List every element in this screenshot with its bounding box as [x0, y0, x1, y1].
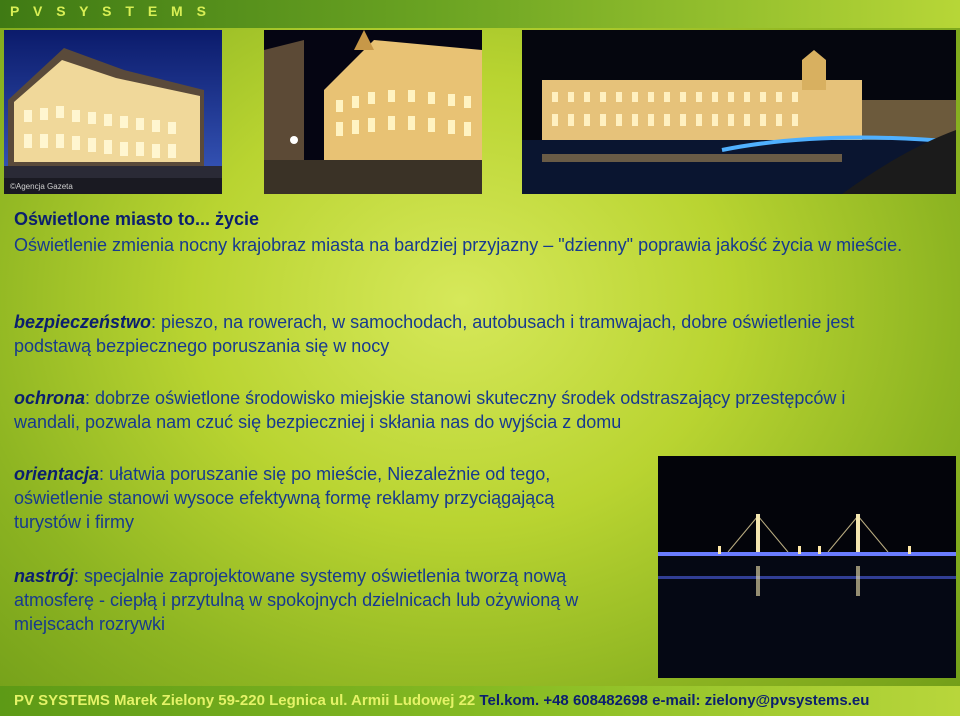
list-item — [14, 310, 914, 358]
night-street-photo — [264, 30, 482, 194]
footer-address: PV SYSTEMS Marek Zielony 59-220 Legnica ul. Armii Ludowej 22 — [14, 692, 480, 709]
item-keyword: ochrona — [14, 388, 86, 408]
header-bar — [0, 0, 960, 28]
footer-info — [14, 692, 869, 709]
night-building-photo — [4, 30, 222, 194]
intro-paragraph: Oświetlenie zmienia nocny krajobraz miasta na bardziej przyjazny – "dzienny" poprawia jakość życia w mieście. — [14, 235, 903, 255]
list-item — [14, 564, 634, 636]
item-text: : specjalnie zaprojektowane systemy oświetlenia tworzą nową atmosferę - ciepłą i przytulną w spokojnych dzielnicach lub ożywioną w miejscach rozrywki — [14, 566, 579, 634]
page-title: Oświetlone miasto to... życie — [14, 209, 260, 229]
item-keyword: orientacja — [14, 464, 100, 484]
brand-title: P V S Y S T E M S — [10, 3, 211, 19]
riverside-palace-photo — [522, 30, 956, 194]
item-text: : dobrze oświetlone środowisko miejskie stanowi skuteczny środek odstraszający przestępców i wandali, pozwala nam czuć się bezpieczniej i skłania nas do wyjścia z domu — [14, 388, 846, 432]
list-item — [14, 462, 614, 534]
item-text: : ułatwia poruszanie się po mieście, Niezależnie od tego, oświetlenie stanowi wysoce efektywną formę reklamy przyciągającą turystów i firmy — [14, 464, 555, 532]
night-bridge-photo — [658, 456, 956, 678]
footer-contact: Tel.kom. +48 608482698 e-mail: zielony@pvsystems.eu — [479, 692, 870, 709]
item-keyword: bezpieczeństwo — [14, 312, 152, 332]
footer-bar — [0, 686, 960, 716]
item-text: : pieszo, na rowerach, w samochodach, autobusach i tramwajach, dobre oświetlenie jest podstawą bezpiecznego poruszania się w nocy — [14, 312, 855, 356]
list-item — [14, 386, 914, 434]
photo-credit: ©Agencja Gazeta — [10, 182, 73, 191]
item-keyword: nastrój — [14, 566, 75, 586]
